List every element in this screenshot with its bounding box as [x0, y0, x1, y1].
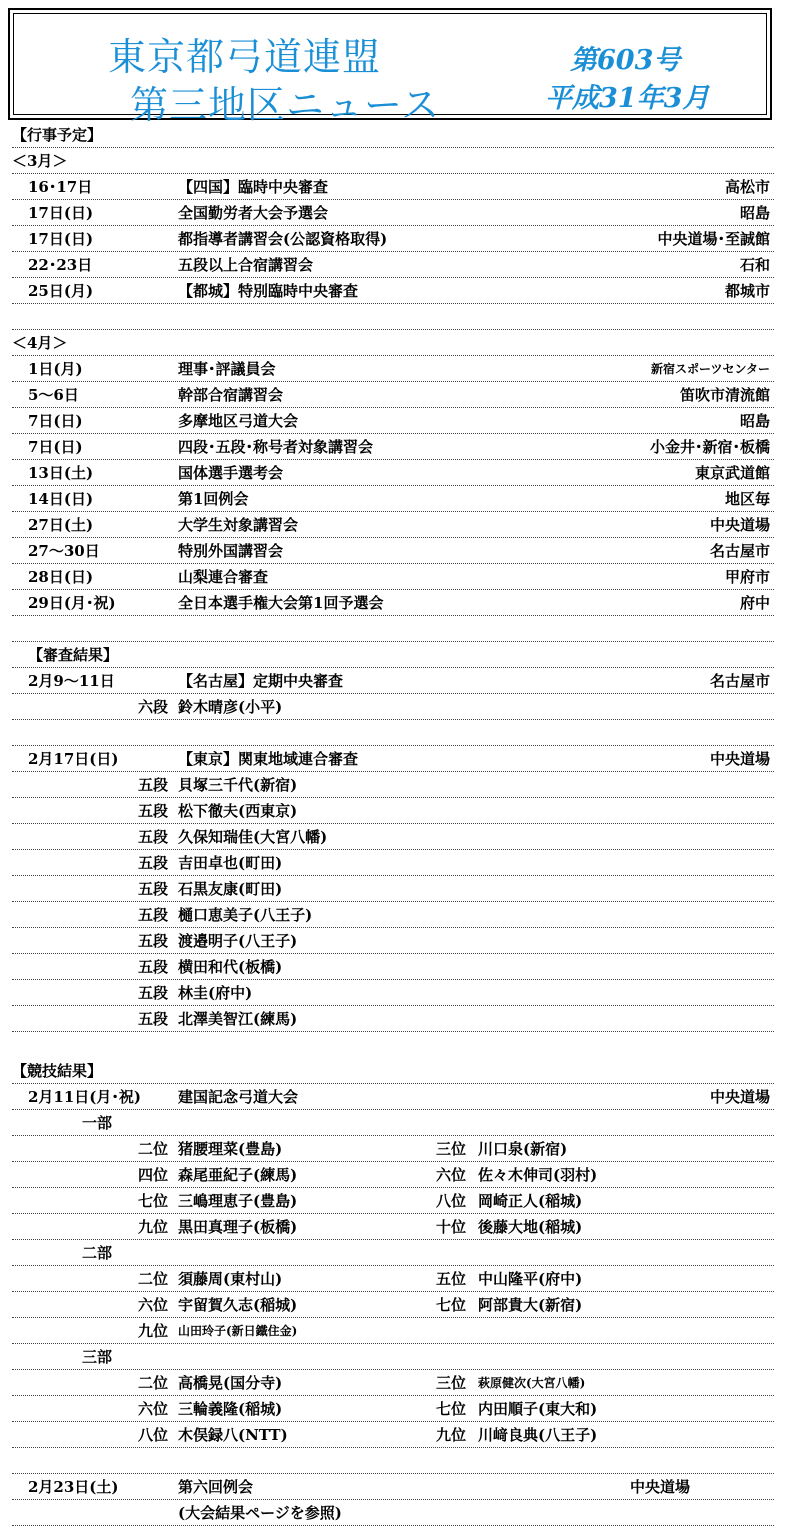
exam-row	[12, 668, 774, 694]
spacer-row	[12, 720, 774, 746]
result-note: (大会結果ページを参照)	[178, 1504, 342, 1522]
event-date: 17日(日)	[28, 204, 94, 222]
passer-name: 林圭(府中)	[178, 984, 253, 1002]
rank-label: 五段	[138, 802, 169, 820]
passer-row	[12, 902, 774, 928]
event-row	[12, 564, 774, 590]
competition-row	[12, 1474, 774, 1500]
winner-name: 中山隆平(府中)	[478, 1270, 583, 1288]
event-date: 25日(月)	[28, 282, 94, 300]
passer-row	[12, 772, 774, 798]
spacer-row	[12, 616, 774, 642]
result-row	[12, 1214, 774, 1240]
event-date: 22･23日	[28, 256, 93, 274]
exam-name: 【東京】関東地域連合審査	[178, 750, 359, 768]
section-title: 【競技結果】	[12, 1062, 103, 1080]
event-name: 幹部合宿講習会	[178, 386, 284, 404]
event-name: 【四国】臨時中央審査	[178, 178, 329, 196]
event-row	[12, 512, 774, 538]
place-label: 七位	[138, 1192, 169, 1210]
section-title: 【審査結果】	[28, 646, 119, 664]
passer-name: 吉田卓也(町田)	[178, 854, 283, 872]
spacer-row	[12, 1032, 774, 1058]
division-label: 二部	[82, 1244, 113, 1262]
winner-name: 三輪義隆(稲城)	[178, 1400, 283, 1418]
event-date: 28日(日)	[28, 568, 94, 586]
event-name: 都指導者講習会(公認資格取得)	[178, 230, 388, 248]
event-row	[12, 538, 774, 564]
result-row	[12, 1292, 774, 1318]
result-row	[12, 1396, 774, 1422]
event-place: 甲府市	[724, 568, 770, 586]
place-label: 八位	[436, 1192, 467, 1210]
event-date: 7日(日)	[28, 412, 83, 430]
passer-name: 松下徹夫(西東京)	[178, 802, 298, 820]
result-row	[12, 1370, 774, 1396]
event-date: 1日(月)	[28, 360, 83, 378]
event-place: 東京武道館	[694, 464, 770, 482]
event-name: 五段以上合宿講習会	[178, 256, 314, 274]
title-line1: 東京都弓道連盟	[108, 35, 382, 79]
division-label: 三部	[82, 1348, 113, 1366]
event-name: 国体選手選考会	[178, 464, 284, 482]
place-label: 九位	[436, 1426, 467, 1444]
winner-name: 佐々木伸司(羽村)	[478, 1166, 598, 1184]
passer-name: 樋口恵美子(八王子)	[178, 906, 313, 924]
newsletter-header	[8, 8, 772, 127]
rank-label: 五段	[138, 984, 169, 1002]
rank-label: 五段	[138, 958, 169, 976]
rank-label: 五段	[138, 932, 169, 950]
passer-row	[12, 850, 774, 876]
event-place: 昭島	[739, 412, 770, 430]
event-name: 山梨連合審査	[178, 568, 269, 586]
division-label: 一部	[82, 1114, 113, 1132]
place-label: 八位	[138, 1426, 169, 1444]
event-name: 全日本選手権大会第1回予選会	[178, 594, 384, 612]
competition-place: 中央道場	[630, 1478, 691, 1496]
month-label: ＜3月＞	[12, 152, 68, 170]
passer-row	[12, 876, 774, 902]
place-label: 六位	[138, 1296, 169, 1314]
winner-name: 猪腰理菜(豊島)	[178, 1140, 283, 1158]
spacer-row	[12, 304, 774, 330]
event-row	[12, 200, 774, 226]
event-name: 大学生対象講習会	[178, 516, 299, 534]
event-row	[12, 382, 774, 408]
winner-name: 山田玲子(新日鐵住金)	[178, 1324, 298, 1338]
exam-place: 中央道場	[709, 750, 770, 768]
event-place: 新宿スポーツセンター	[650, 362, 770, 376]
winner-name: 川﨑良典(八王子)	[478, 1426, 598, 1444]
event-name: 【都城】特別臨時中央審査	[178, 282, 359, 300]
event-date: 5～6日	[28, 386, 79, 404]
place-label: 十位	[436, 1218, 467, 1236]
title-line2: 第三地区ニュース	[130, 83, 441, 127]
passer-name: 横田和代(板橋)	[178, 958, 283, 976]
rank-label: 六段	[138, 698, 169, 716]
event-row	[12, 434, 774, 460]
event-place: 地区毎	[724, 490, 770, 508]
month-heading-april	[12, 330, 774, 356]
event-name: 多摩地区弓道大会	[178, 412, 299, 430]
event-row	[12, 356, 774, 382]
exam-date: 2月17日(日)	[28, 750, 119, 768]
winner-name: 後藤大地(稲城)	[478, 1218, 583, 1236]
division-row	[12, 1240, 774, 1266]
result-row	[12, 1318, 774, 1344]
event-date: 16･17日	[28, 178, 93, 196]
event-date: 27日(土)	[28, 516, 94, 534]
competition-date: 2月11日(月･祝)	[28, 1088, 142, 1106]
event-date: 13日(土)	[28, 464, 94, 482]
rank-label: 五段	[138, 906, 169, 924]
passer-row	[12, 798, 774, 824]
event-place: 昭島	[739, 204, 770, 222]
event-row	[12, 278, 774, 304]
division-row	[12, 1110, 774, 1136]
event-row	[12, 252, 774, 278]
winner-name: 岡崎正人(稲城)	[478, 1192, 583, 1210]
place-label: 三位	[436, 1374, 467, 1392]
result-row	[12, 1136, 774, 1162]
competition-name: 建国記念弓道大会	[178, 1088, 299, 1106]
place-label: 二位	[138, 1270, 169, 1288]
passer-name: 北澤美智江(練馬)	[178, 1010, 298, 1028]
event-place: 小金井･新宿･板橋	[649, 438, 770, 456]
event-date: 17日(日)	[28, 230, 94, 248]
winner-name: 内田順子(東大和)	[478, 1400, 598, 1418]
spacer-row	[12, 1448, 774, 1474]
winner-name: 宇留賀久志(稲城)	[178, 1296, 298, 1314]
rank-label: 五段	[138, 854, 169, 872]
exam-name: 【名古屋】定期中央審査	[178, 672, 344, 690]
winner-name: 木俣録八(NTT)	[178, 1426, 288, 1444]
place-label: 七位	[436, 1400, 467, 1418]
event-date: 7日(日)	[28, 438, 83, 456]
event-row	[12, 408, 774, 434]
place-label: 九位	[138, 1322, 169, 1340]
result-row	[12, 1266, 774, 1292]
winner-name: 須藤周(東村山)	[178, 1270, 283, 1288]
event-date: 29日(月･祝)	[28, 594, 116, 612]
result-row	[12, 1422, 774, 1448]
event-place: 府中	[739, 594, 770, 612]
passer-name: 渡邉明子(八王子)	[178, 932, 298, 950]
event-date: 27～30日	[28, 542, 100, 560]
competition-row	[12, 1084, 774, 1110]
passer-row	[12, 980, 774, 1006]
division-row	[12, 1344, 774, 1370]
winner-name: 森尾亜紀子(練馬)	[178, 1166, 298, 1184]
note-row	[12, 1500, 774, 1526]
event-place: 笛吹市清流館	[679, 386, 770, 404]
passer-name: 鈴木晴彦(小平)	[178, 698, 283, 716]
section-heading-exam	[12, 642, 774, 668]
passer-row	[12, 1006, 774, 1032]
place-label: 七位	[436, 1296, 467, 1314]
winner-name: 川口泉(新宿)	[478, 1140, 568, 1158]
competition-name: 第六回例会	[178, 1478, 254, 1496]
place-label: 三位	[436, 1140, 467, 1158]
passer-name: 石黒友康(町田)	[178, 880, 283, 898]
exam-date: 2月9～11日	[28, 672, 115, 690]
result-row	[12, 1162, 774, 1188]
exam-row	[12, 746, 774, 772]
place-label: 二位	[138, 1140, 169, 1158]
event-row	[12, 226, 774, 252]
passer-row	[12, 694, 774, 720]
rank-label: 五段	[138, 828, 169, 846]
event-name: 第1回例会	[178, 490, 249, 508]
event-row	[12, 460, 774, 486]
section-heading-schedule	[12, 122, 774, 148]
exam-place: 名古屋市	[709, 672, 770, 690]
event-row	[12, 486, 774, 512]
event-place: 中央道場	[709, 516, 770, 534]
month-label: ＜4月＞	[12, 334, 68, 352]
event-place: 石和	[739, 256, 770, 274]
month-heading-march	[12, 148, 774, 174]
issue-number: 第603号	[570, 45, 681, 76]
winner-name: 黒田真理子(板橋)	[178, 1218, 298, 1236]
event-place: 高松市	[724, 178, 770, 196]
result-row	[12, 1188, 774, 1214]
passer-row	[12, 954, 774, 980]
competition-date: 2月23日(土)	[28, 1478, 119, 1496]
event-name: 特別外国講習会	[178, 542, 284, 560]
section-title: 【行事予定】	[12, 126, 103, 144]
event-name: 四段･五段･称号者対象講習会	[178, 438, 374, 456]
event-row	[12, 174, 774, 200]
event-place: 名古屋市	[709, 542, 770, 560]
section-heading-competition	[12, 1058, 774, 1084]
place-label: 二位	[138, 1374, 169, 1392]
winner-name: 阿部貴大(新宿)	[478, 1296, 583, 1314]
event-place: 中央道場･至誠館	[657, 230, 770, 248]
rank-label: 五段	[138, 1010, 169, 1028]
passer-row	[12, 928, 774, 954]
competition-place: 中央道場	[709, 1088, 770, 1106]
event-date: 14日(日)	[28, 490, 94, 508]
place-label: 五位	[436, 1270, 467, 1288]
winner-name: 三嶋理恵子(豊島)	[178, 1192, 298, 1210]
event-name: 全国勤労者大会予選会	[178, 204, 329, 222]
place-label: 六位	[138, 1400, 169, 1418]
issue-date: 平成31年3月	[545, 83, 710, 114]
winner-name: 高橋晃(国分寺)	[178, 1374, 283, 1392]
passer-name: 久保知瑞佳(大宮八幡)	[178, 828, 328, 846]
passer-name: 貝塚三千代(新宿)	[178, 776, 298, 794]
winner-name: 萩原健次(大宮八幡)	[478, 1376, 586, 1390]
place-label: 六位	[436, 1166, 467, 1184]
rank-label: 五段	[138, 776, 169, 794]
event-row	[12, 590, 774, 616]
passer-row	[12, 824, 774, 850]
rank-label: 五段	[138, 880, 169, 898]
place-label: 九位	[138, 1218, 169, 1236]
event-name: 理事･評議員会	[178, 360, 276, 378]
event-place: 都城市	[724, 282, 770, 300]
place-label: 四位	[138, 1166, 169, 1184]
